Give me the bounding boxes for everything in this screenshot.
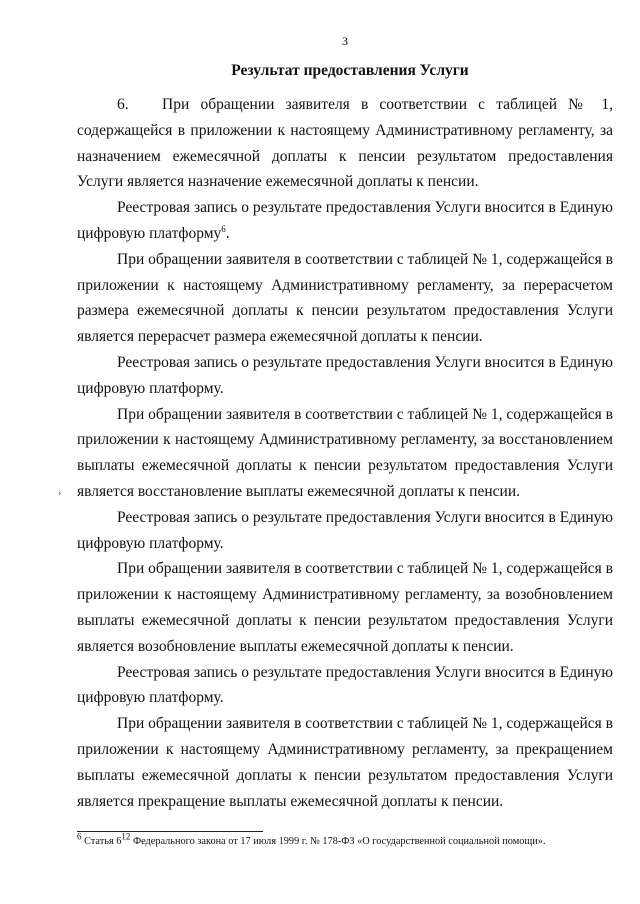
paragraph-7: При обращении заявителя в соответствии с таблицей № 1, содержащейся в приложении к настоящему Административному регламенту, за возобновлением выплаты ежемесячной доплаты к пенсии результатом предоставления Услуги является возобновление выплаты ежемесячной доплаты к пенсии. (77, 560, 613, 655)
paragraph-2: Реестровая запись о результате предоставления Услуги вносится в Единую цифровую платформу$^6$. (77, 199, 613, 242)
paragraph-8: Реестровая запись о результате предоставления Услуги вносится в Единую цифровую платформу. (77, 663, 613, 707)
paragraph-5: При обращении заявителя в соответствии с таблицей № 1, содержащейся в приложении к настоящему Административному регламенту, за восстановлением выплаты ежемесячной доплаты к пенсии результатом предоставления Услуги является восстановление выплаты ежемесячной доплаты к пенсии. (77, 405, 613, 500)
paragraph-6: Реестровая запись о результате предоставления Услуги вносится в Единую цифровую платформу. (77, 508, 613, 552)
footnote (77, 831, 617, 848)
paragraph-3: При обращении заявителя в соответствии с таблицей № 1, содержащейся в приложении к настоящему Административному регламенту, за перерасчетом размера ежемесячной доплаты к пенсии результатом предоставления Услуги является перерасчет размера ежемесячной доплаты к пенсии. (77, 250, 613, 346)
footnote-reference: 6 (221, 223, 226, 234)
page-number: 3 (342, 34, 348, 48)
footnote-divider (77, 831, 263, 832)
paragraph-4: Реестровая запись о результате предоставления Услуги вносится в Единую цифровую платформу. (77, 353, 613, 397)
footnote-lead: Статья 6 (84, 836, 122, 847)
paragraph-1: 6. При обращении заявителя в соответствии с таблицей № 1, содержащейся в приложении к настоящему Административному регламенту, за назначением ежемесячной доплаты к пенсии результатом предоставления Услуги является назначение ежемесячной доплаты к пенсии. (77, 96, 613, 191)
body-text (77, 92, 613, 814)
footnote-text: Федерального закона от 17 июля 1999 г. № 178-ФЗ «О государственной социальной помощи». (130, 836, 546, 847)
footnote-article-sup: 12 (121, 831, 131, 842)
paragraph-9: При обращении заявителя в соответствии с таблицей № 1, содержащейся в приложении к настоящему Административному регламенту, за прекращением выплаты ежемесячной доплаты к пенсии результатом предоставления Услуги является прекращение выплаты ежемесячной доплаты к пенсии. (77, 715, 613, 810)
section-heading: Результат предоставления Услуги (231, 62, 469, 79)
footnote-marker: 6 (77, 831, 82, 842)
margin-mark: › (58, 488, 62, 499)
